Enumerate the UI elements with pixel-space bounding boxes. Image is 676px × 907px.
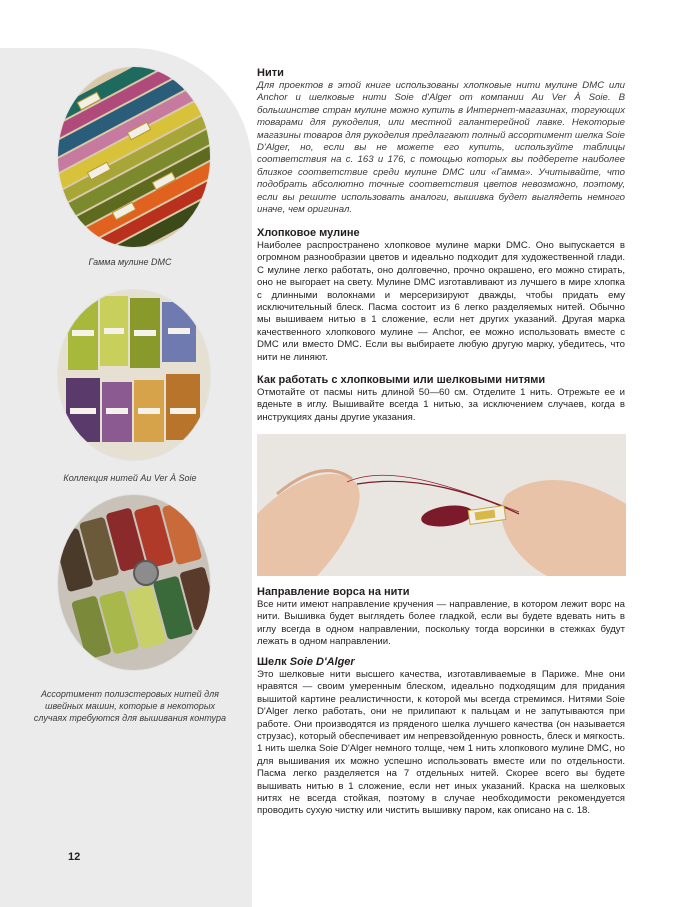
- section-threads: [257, 66, 625, 216]
- photo-hands-thread: [257, 434, 626, 576]
- page-number: 12: [68, 851, 81, 863]
- paragraph-cotton: Наиболее распространено хлопковое мулине марки DMC. Оно выпускается в огромном разнообразии цветов и идеально подходит для художественной глади. С мулине легко работать, оно долговечно, прочно окрашено, его можно стирать, оно не выгорает на свету. Мулине DMC изготавливают из лучшего в мире хлопка с длинными волокнами и мерсеризируют дважды, чтобы придать ему исключительный блеск. Пасма состоит из 6 легко разделяемых нитей. Обычно мы вышиваем нитью в 1 сложение, если нет других указаний. Другая марка качественного хлопкового мулине — Anchor, ее можно использовать вместе с DMC или вместо DMC. Если вы выбираете любую другую марку, убедитесь, что нити не линяют.: [257, 240, 625, 363]
- heading-silk: [257, 655, 625, 669]
- caption-dmc: Гамма мулине DMC: [88, 257, 172, 267]
- heading-silk-prefix: Шелк: [257, 656, 287, 668]
- photo-polyester-spools: [58, 495, 210, 670]
- section-nap: [257, 585, 625, 649]
- paragraph-silk: Это шелковые нити высшего качества, изготавливаемые в Париже. Мне они нравятся — своим умеренным блеском, идеально подходящим для придания вышитой картине реалистичности, к которой мы всегда стремимся. Нитями Soie D'Alger легко работать, они не прилипают к пальцам и не запутываются при работе. Они производятся из пряденого шелка лучшего качества (он называется струзас), который обеспечивает им непревзойденную ровность, блеск и мягкость. 1 нить шелка Soie D'Alger немного толще, чем 1 нить хлопкового мулине DMC, но для вышивания их можно успешно использовать вместе или по отдельности. Пасма легко разделяется на 7 отдельных нитей. Скорее всего вы будете вышивать нитью в 1 сложение, если нет иных указаний. Краска на шелковых нитях не всегда стойкая, поэтому в случае необходимости рекомендуется проводить сухую чистку или чистить вышивку паром, как описано на с. 18.: [257, 669, 625, 817]
- heading-threads: Нити: [257, 67, 284, 79]
- caption-polyester: Ассортимент полиэстеровых нитей для швейных машин, которые в некоторых случаях требуются для вышивания контура: [33, 689, 227, 723]
- heading-cotton: Хлопковое мулине: [257, 227, 360, 239]
- heading-nap: Направление ворса на нити: [257, 586, 410, 598]
- section-silk: [257, 655, 625, 818]
- paragraph-threads: Для проектов в этой книге использованы хлопковые нити мулине DMC или Anchor и шелковые нити Soie d'Alger от компании Au Ver À Soie. В большинстве стран мулине можно купить в Интернет-магазинах, торгующих товарами для рукоделия, или местной галантерейной лавке. Некоторые магазины товаров для рукоделия предлагают полный ассортимент шелка Soie D'Alger, но, если вы не можете его купить, используйте таблицы соответствия на с. 163 и 176, с помощью которых вы подберете наиболее близкое соответствие среди мулине DMC или «Гамма». Учитывайте, что подобрать абсолютно точные соответствия цветов невозможно, поэтому, если вы решите использовать аналоги, вышивка будет выглядеть немного иначе, чем оригинал.: [257, 80, 625, 216]
- paragraph-nap: Все нити имеют направление кручения — направление, в котором лежит ворс на нити. Вышивка будет выглядеть более гладкой, если вы будете вдевать нить в иглу всегда в одном направлении, поскольку тогда ворсинки в стежках будут лежать в одном направлении.: [257, 599, 625, 648]
- section-cotton: [257, 226, 625, 364]
- heading-howto: Как работать с хлопковыми или шелковыми нитями: [257, 374, 546, 386]
- photo-auver-silk: [58, 290, 210, 460]
- caption-auver: Коллекция нитей Au Ver À Soie: [63, 473, 197, 483]
- paragraph-howto: Отмотайте от пасмы нить длиной 50—60 см. Отделите 1 нить. Отрежьте ее и вденьте в иглу. Вышивайте всегда 1 нитью, за исключением случаев, когда в инструкциях даны другие указания.: [257, 387, 625, 423]
- photo-dmc-floss: [58, 67, 210, 247]
- heading-silk-brand: Soie D'Alger: [289, 656, 355, 668]
- section-howto: [257, 373, 625, 424]
